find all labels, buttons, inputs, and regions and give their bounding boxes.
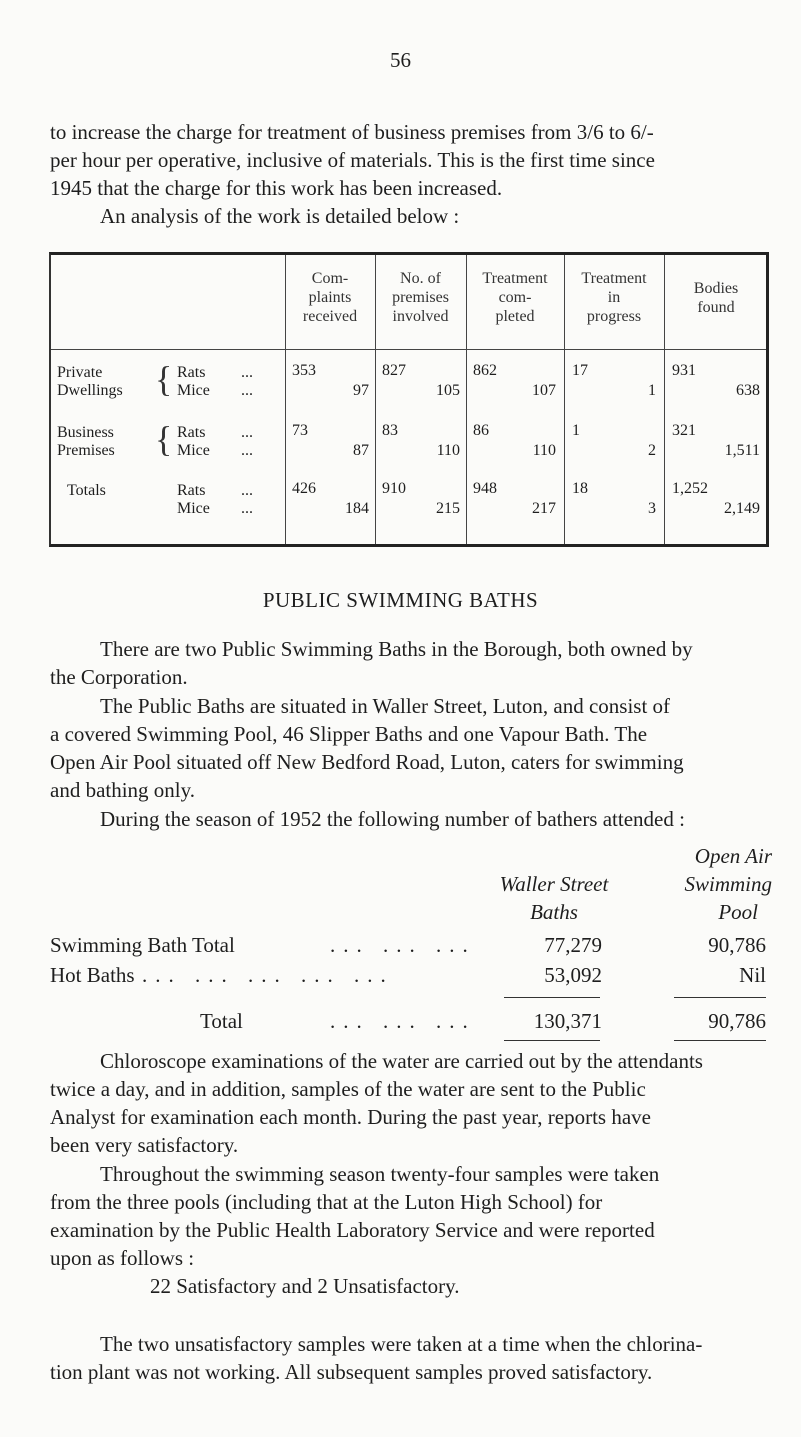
paragraph <box>50 635 770 691</box>
text-line: been very satisfactory. <box>50 1133 239 1157</box>
sum-rule <box>674 997 766 998</box>
text-line: from the three pools (including that at the Luton High School) for <box>50 1190 603 1214</box>
cell: 3 <box>648 500 656 517</box>
cell: 931 <box>672 362 696 379</box>
paragraph <box>50 692 770 804</box>
sum-rule <box>674 1040 766 1041</box>
sum-rule <box>504 1040 600 1041</box>
leader-dots: ... <box>241 500 253 517</box>
analysis-intro: An analysis of the work is detailed below : <box>100 204 460 228</box>
cell: 73 <box>292 422 308 439</box>
cell: 18 <box>572 480 588 497</box>
text-line: The two unsatisfactory samples were taken at a time when the chlorina- <box>100 1332 703 1356</box>
text-line: Chloroscope examinations of the water are carried out by the attendants <box>100 1049 703 1073</box>
row-group-label: Private <box>57 364 103 381</box>
cell: 130,371 <box>533 1009 602 1033</box>
leader-dots: ... ... ... <box>330 933 476 957</box>
header-bodies-found: Bodies found <box>693 280 739 316</box>
cell: 1 <box>572 422 580 439</box>
row-group-label: Dwellings <box>57 382 123 399</box>
row-label: Hot Baths <box>50 963 135 987</box>
cell: Nil <box>739 963 766 987</box>
cell: 638 <box>736 382 760 399</box>
cell: 1 <box>648 382 656 399</box>
leader-dots: ... <box>241 424 253 441</box>
cell: 17 <box>572 362 588 379</box>
header-complaints: Com- plaints received <box>302 270 358 325</box>
cell: 107 <box>532 382 556 399</box>
text-line: and bathing only. <box>50 778 196 802</box>
work-analysis-table: Com- plaints received No. of premises involved Treatment com- pleted Treatment in progress Bodies found Private Dwellings { Rats Mice ... ... 353 97 827 105 862 107 17 1 931 638 Business Premises { Rats Mice ... ... 73 87 83 110 86 110 1 2 321 1,511 Totals Rats Mice ... ... 426 184 910 215 948 217 18 3 1,252 2,149 <box>49 252 769 547</box>
row-sub-label: Rats <box>177 364 206 381</box>
cell: 321 <box>672 422 696 439</box>
text-line: Open Air Pool situated off New Bedford Road, Luton, caters for swimming <box>50 750 684 774</box>
text-line: examination by the Public Health Laboratory Service and were reported <box>50 1218 655 1242</box>
leader-dots: ... ... ... ... ... <box>142 963 394 987</box>
text-line: per hour per operative, inclusive of materials. This is the first time since <box>50 148 655 172</box>
leader-dots: ... <box>241 482 253 499</box>
paragraph <box>50 1330 770 1386</box>
leader-dots: ... <box>241 364 253 381</box>
column-header: Swimming <box>684 872 772 896</box>
cell: 2 <box>648 442 656 459</box>
cell: 948 <box>473 480 497 497</box>
row-sub-label: Mice <box>177 442 210 459</box>
cell: 215 <box>436 500 460 517</box>
text-line: The Public Baths are situated in Waller Street, Luton, and consist of <box>100 694 671 718</box>
text-line: Throughout the swimming season twenty-four samples were taken <box>100 1162 660 1186</box>
cell: 426 <box>292 480 316 497</box>
header-treatment-completed: Treatment com- pleted <box>482 270 548 325</box>
column-header: Baths <box>530 900 578 924</box>
paragraph <box>50 1160 770 1272</box>
sum-rule <box>504 997 600 998</box>
cell: 353 <box>292 362 316 379</box>
cell: 77,279 <box>544 933 602 957</box>
cell: 827 <box>382 362 406 379</box>
row-sub-label: Rats <box>177 424 206 441</box>
text-line: Analyst for examination each month. During the past year, reports have <box>50 1105 651 1129</box>
cell: 2,149 <box>724 500 760 517</box>
paragraph: During the season of 1952 the following number of bathers attended : <box>100 807 685 831</box>
row-label: Total <box>200 1009 243 1033</box>
header-treatment-progress: Treatment in progress <box>581 270 647 325</box>
cell: 910 <box>382 480 406 497</box>
cell: 217 <box>532 500 556 517</box>
row-group-label: Business <box>57 424 114 441</box>
cell: 90,786 <box>708 1009 766 1033</box>
page-number: 56 <box>390 48 411 72</box>
section-heading: PUBLIC SWIMMING BATHS <box>262 588 539 612</box>
row-sub-label: Rats <box>177 482 206 499</box>
text-line: a covered Swimming Pool, 46 Slipper Baths and one Vapour Bath. The <box>50 722 648 746</box>
text-line: tion plant was not working. All subsequent samples proved satisfactory. <box>50 1360 653 1384</box>
cell: 110 <box>532 442 556 459</box>
row-sub-label: Mice <box>177 500 210 517</box>
paragraph <box>50 1047 770 1159</box>
cell: 184 <box>345 500 369 517</box>
header-premises: No. of premises involved <box>392 270 449 325</box>
leader-dots: ... <box>241 382 253 399</box>
cell: 1,511 <box>724 442 760 459</box>
cell: 862 <box>473 362 497 379</box>
cell: 110 <box>436 442 460 459</box>
column-header: Open Air <box>694 844 772 868</box>
leader-dots: ... <box>241 442 253 459</box>
column-header: Waller Street <box>499 872 609 896</box>
leader-dots: ... ... ... <box>330 1009 476 1033</box>
column-header: Pool <box>718 900 758 924</box>
row-label: Swimming Bath Total <box>50 933 235 957</box>
cell: 97 <box>353 382 369 399</box>
cell: 53,092 <box>544 963 602 987</box>
row-sub-label: Mice <box>177 382 210 399</box>
intro-paragraph <box>50 118 770 202</box>
cell: 90,786 <box>708 933 766 957</box>
cell: 86 <box>473 422 489 439</box>
result-line: 22 Satisfactory and 2 Unsatisfactory. <box>150 1274 460 1298</box>
cell: 1,252 <box>672 480 708 497</box>
cell: 105 <box>436 382 460 399</box>
cell: 87 <box>353 442 369 459</box>
text-line: There are two Public Swimming Baths in the Borough, both owned by <box>100 637 693 661</box>
text-line: the Corporation. <box>50 665 188 689</box>
text-line: twice a day, and in addition, samples of the water are sent to the Public <box>50 1077 646 1101</box>
cell: 83 <box>382 422 398 439</box>
text-line: upon as follows : <box>50 1246 195 1270</box>
row-group-label: Premises <box>57 442 115 459</box>
text-line: to increase the charge for treatment of business premises from 3/6 to 6/- <box>50 120 654 144</box>
row-group-label: Totals <box>67 482 106 499</box>
text-line: 1945 that the charge for this work has been increased. <box>50 176 503 200</box>
